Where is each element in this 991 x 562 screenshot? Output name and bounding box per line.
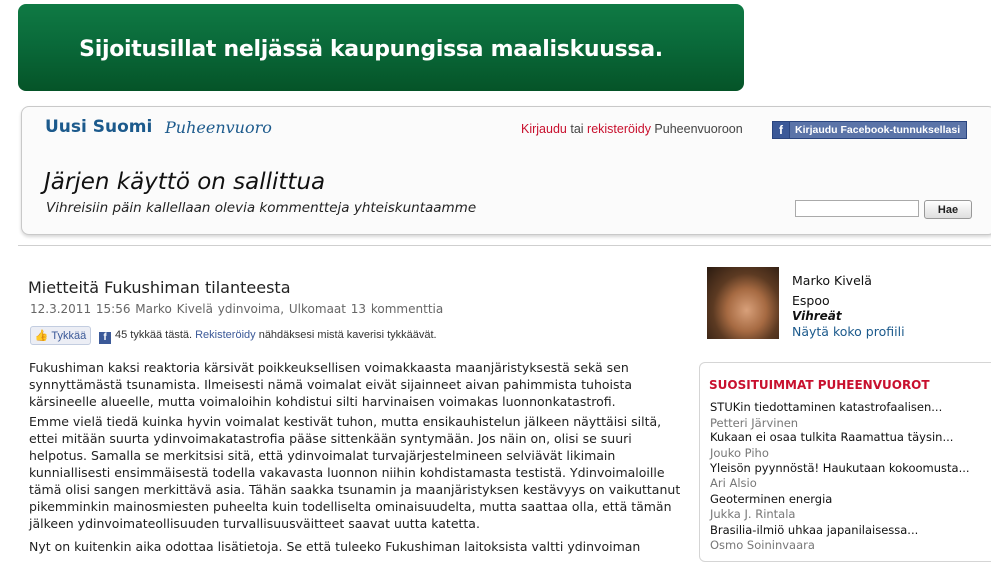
- ad-banner[interactable]: [18, 4, 744, 91]
- post-paragraph: Emme vielä tiedä kuinka hyvin voimalat kestivät tuhon, mutta ensikauhistelun jälkeen näyttäisi siltä, ettei mitään suurta ydinvoimakatastrofia pääse sittenkään syntymään. Jos näin on, olisi se suuri helpotus. Samalla se merkitsisi sitä, että ydinvoimalat turvajärjestelmineen selviävät likimain kunniallisesti ensimmäisestä todella vakavasta luonnon niihin kohdistamasta testistä. Ydinvoimaloille tämä olisi sangen merkittävä asia. Tähän saakka tsunamin ja maanjäristyksen kestävyys on vaikuttanut pikemminkin mainosmiesten puheelta kuin todelliselta ominaisuudelta, mutta saattaa olla, että tämän jälkeen ydinvoimateollisuuden turvallisuusväitteet saavat uutta katetta.: [29, 414, 681, 531]
- popular-posts-title: SUOSITUIMMAT PUHEENVUOROT: [709, 378, 930, 392]
- popular-post-author[interactable]: Petteri Järvinen: [710, 416, 799, 430]
- author-party: Vihreät: [792, 309, 842, 323]
- author-city: Espoo: [792, 293, 830, 308]
- login-links: [521, 122, 743, 136]
- blog-subtitle: Vihreisiin päin kallellaan olevia kommentteja yhteiskuntaamme: [46, 200, 477, 216]
- blog-title[interactable]: Järjen käyttö on sallittua: [44, 169, 326, 195]
- like-button-label: Tykkää: [51, 329, 87, 342]
- uusi-suomi-logo[interactable]: Uusi Suomi: [45, 117, 153, 137]
- ad-banner-text: Sijoitusillat neljässä kaupungissa maaliskuussa.: [79, 37, 663, 62]
- popular-post-link[interactable]: Kukaan ei osaa tulkita Raamattua täysin...: [710, 430, 954, 444]
- like-summary: [99, 329, 437, 344]
- popular-post-author[interactable]: Ari Alsio: [710, 476, 757, 490]
- author-name[interactable]: Marko Kivelä: [792, 273, 872, 288]
- like-count: 45 tykkää tästä.: [115, 329, 196, 341]
- popular-post-author[interactable]: Osmo Soininvaara: [710, 538, 815, 552]
- author-avatar[interactable]: [707, 267, 779, 339]
- facebook-icon: f: [773, 122, 790, 138]
- login-link[interactable]: Kirjaudu: [521, 122, 567, 136]
- thumbs-up-icon: 👍: [34, 330, 49, 342]
- login-separator: tai: [566, 122, 588, 136]
- like-button[interactable]: [30, 326, 91, 345]
- popular-post-link[interactable]: Brasilia-ilmiö uhkaa japanilaisessa...: [710, 523, 919, 537]
- divider: [18, 245, 991, 246]
- like-register-link[interactable]: Rekisteröidy: [195, 329, 256, 341]
- popular-post-link[interactable]: Yleisön pyynnöstä! Haukutaan kokoomusta...: [710, 461, 970, 475]
- facebook-icon: f: [99, 332, 111, 344]
- like-suffix: nähdäksesi mistä kaverisi tykkäävät.: [255, 329, 437, 341]
- search-button[interactable]: Hae: [924, 200, 972, 219]
- popular-post-link[interactable]: Geoterminen energia: [710, 492, 833, 506]
- facebook-login-label: Kirjaudu Facebook-tunnuksellasi: [795, 124, 961, 136]
- facebook-login-button[interactable]: [772, 121, 967, 139]
- login-suffix: Puheenvuoroon: [650, 122, 743, 136]
- author-profile-link[interactable]: Näytä koko profiili: [792, 324, 905, 339]
- popular-post-link[interactable]: STUKin tiedottaminen katastrofaalisen...: [710, 400, 943, 414]
- post-meta: 12.3.2011 15:56 Marko Kivelä ydinvoima, Ulkomaat 13 kommenttia: [30, 302, 444, 316]
- post-title[interactable]: Mietteitä Fukushiman tilanteesta: [28, 278, 291, 297]
- search-input[interactable]: [795, 200, 919, 217]
- popular-post-author[interactable]: Jouko Piho: [710, 446, 769, 460]
- post-paragraph: Nyt on kuitenkin aika odottaa lisätietoja. Se että tuleeko Fukushiman laitoksista valtti ydinvoiman: [29, 539, 641, 554]
- register-link[interactable]: rekisteröidy: [587, 122, 651, 136]
- popular-post-author[interactable]: Jukka J. Rintala: [710, 507, 796, 521]
- puheenvuoro-logo[interactable]: Puheenvuoro: [165, 118, 272, 137]
- post-paragraph: Fukushiman kaksi reaktoria kärsivät poikkeuksellisen voimakkaasta maanjäristyksestä sekä sen synnyttämästä tsunamista. Ilmeisesti nämä voimalat eivät sijainneet aivan pahimmista tuhoista kärsineelle alueelle, mutta voimaloihin kohdistui silti harvinaisen voimakas luonnonkatastrofi.: [29, 360, 633, 409]
